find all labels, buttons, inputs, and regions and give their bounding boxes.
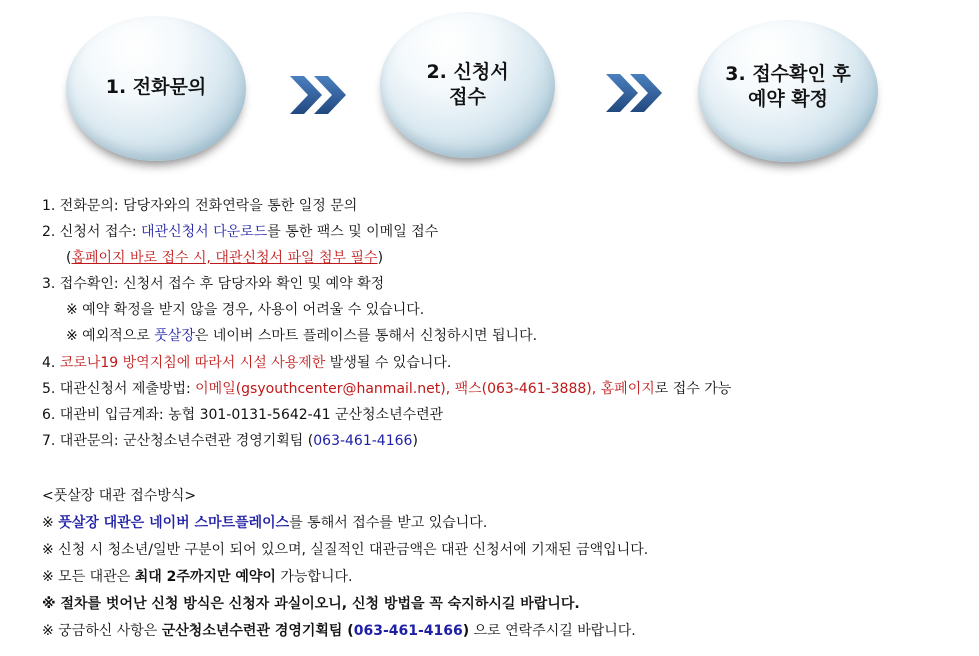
list-item-text: ※ 신청 시 청소년/일반 구분이 되어 있으며, 실질적인 대관금액은 대관 신청서에 기재된 금액입니다. xyxy=(42,542,649,558)
list-item xyxy=(66,299,424,321)
contact-team: 군산청소년수련관 경영기획팀 ( xyxy=(161,623,354,639)
list-item xyxy=(42,195,357,217)
phone-number: 063-461-4166 xyxy=(353,623,463,639)
step-3-label: 3. 접수확인 후 예약 확정 xyxy=(725,63,851,110)
list-item-text: 발생될 수 있습니다. xyxy=(325,355,452,371)
list-item-text: ※ 예외적으로 xyxy=(66,328,155,344)
list-item xyxy=(42,273,384,295)
list-item-text: 6. 대관비 입금계좌: 농협 301-0131-5642-41 군산청소년수련관 xyxy=(42,407,444,423)
list-item-text: 로 접수 가능 xyxy=(654,381,732,397)
section-heading: <풋살장 대관 접수방식> xyxy=(42,488,197,504)
phone-number: 063-461-4166 xyxy=(313,433,413,449)
list-item xyxy=(42,593,580,615)
list-item-text: ※ 궁금하신 사항은 xyxy=(42,623,162,639)
list-item-text: 2. 신청서 접수: xyxy=(42,224,142,240)
list-item-text: 를 통한 팩스 및 이메일 접수 xyxy=(267,224,439,240)
list-item xyxy=(42,378,731,400)
list-item-text: 은 네이버 스마트 플레이스를 통해서 신청하시면 됩니다. xyxy=(194,328,538,344)
step-1-label: 1. 전화문의 xyxy=(105,76,207,98)
list-item-text: 가능합니다. xyxy=(275,569,353,585)
futsal-link: 풋살장 xyxy=(154,328,195,344)
submission-methods: 이메일(gsyouthcenter@hanmail.net), 팩스(063-461-3888), 홈페이지 xyxy=(195,381,655,397)
covid-notice: 코로나19 방역지침에 따라서 시설 사용제한 xyxy=(59,355,326,371)
process-steps xyxy=(0,0,979,175)
list-item xyxy=(42,620,636,642)
booking-limit: 최대 2주까지만 예약이 xyxy=(134,569,276,585)
list-item-text: ) xyxy=(412,433,418,449)
list-item-text: 7. 대관문의: 군산청소년수련관 경영기획팀 ( xyxy=(42,433,314,449)
step-1-sphere xyxy=(66,16,246,161)
naver-smartplace-notice: 풋살장 대관은 네이버 스마트플레이스 xyxy=(58,515,290,531)
list-item-text: 를 통해서 접수를 받고 있습니다. xyxy=(289,515,488,531)
paren-open: ( xyxy=(66,250,72,266)
list-item xyxy=(42,566,352,588)
list-item-text: 4. xyxy=(42,355,60,371)
list-item xyxy=(42,352,451,374)
step-3-sphere xyxy=(698,20,878,162)
list-item-text: 3. 접수확인: 신청서 접수 후 담당자와 확인 및 예약 확정 xyxy=(42,276,385,292)
list-item xyxy=(42,430,418,452)
list-item xyxy=(42,221,438,243)
list-item xyxy=(42,404,443,426)
step-2-label: 2. 신청서 접수 xyxy=(426,61,509,108)
application-download-link[interactable]: 대관신청서 다운로드 xyxy=(141,224,268,240)
list-item-text: ※ xyxy=(42,515,59,531)
list-item xyxy=(42,512,487,534)
step-2-sphere xyxy=(380,12,555,158)
list-item-text: 1. 전화문의: 담당자와의 전화연락을 통한 일정 문의 xyxy=(42,198,358,214)
homepage-attachment-notice: 홈페이지 바로 접수 시, 대관신청서 파일 첨부 필수 xyxy=(71,250,378,266)
list-item-text: ※ 절차를 벗어난 신청 방식은 신청자 과실이오니, 신청 방법을 꼭 숙지하시길 바랍니다. xyxy=(42,596,580,612)
paren-close: ) xyxy=(377,250,384,266)
futsal-heading xyxy=(42,485,196,507)
list-item-text: 으로 연락주시길 바랍니다. xyxy=(469,623,636,639)
double-chevron-arrow-icon xyxy=(606,74,664,112)
list-item-text: ※ 모든 대관은 xyxy=(42,569,135,585)
list-item xyxy=(66,247,383,269)
list-item-text: ※ 예약 확정을 받지 않을 경우, 사용이 어려울 수 있습니다. xyxy=(66,302,425,318)
list-item xyxy=(42,539,648,561)
list-item xyxy=(66,325,537,347)
double-chevron-arrow-icon xyxy=(290,76,348,114)
list-item-text: 5. 대관신청서 제출방법: xyxy=(42,381,196,397)
paren-close: ) xyxy=(462,623,470,639)
